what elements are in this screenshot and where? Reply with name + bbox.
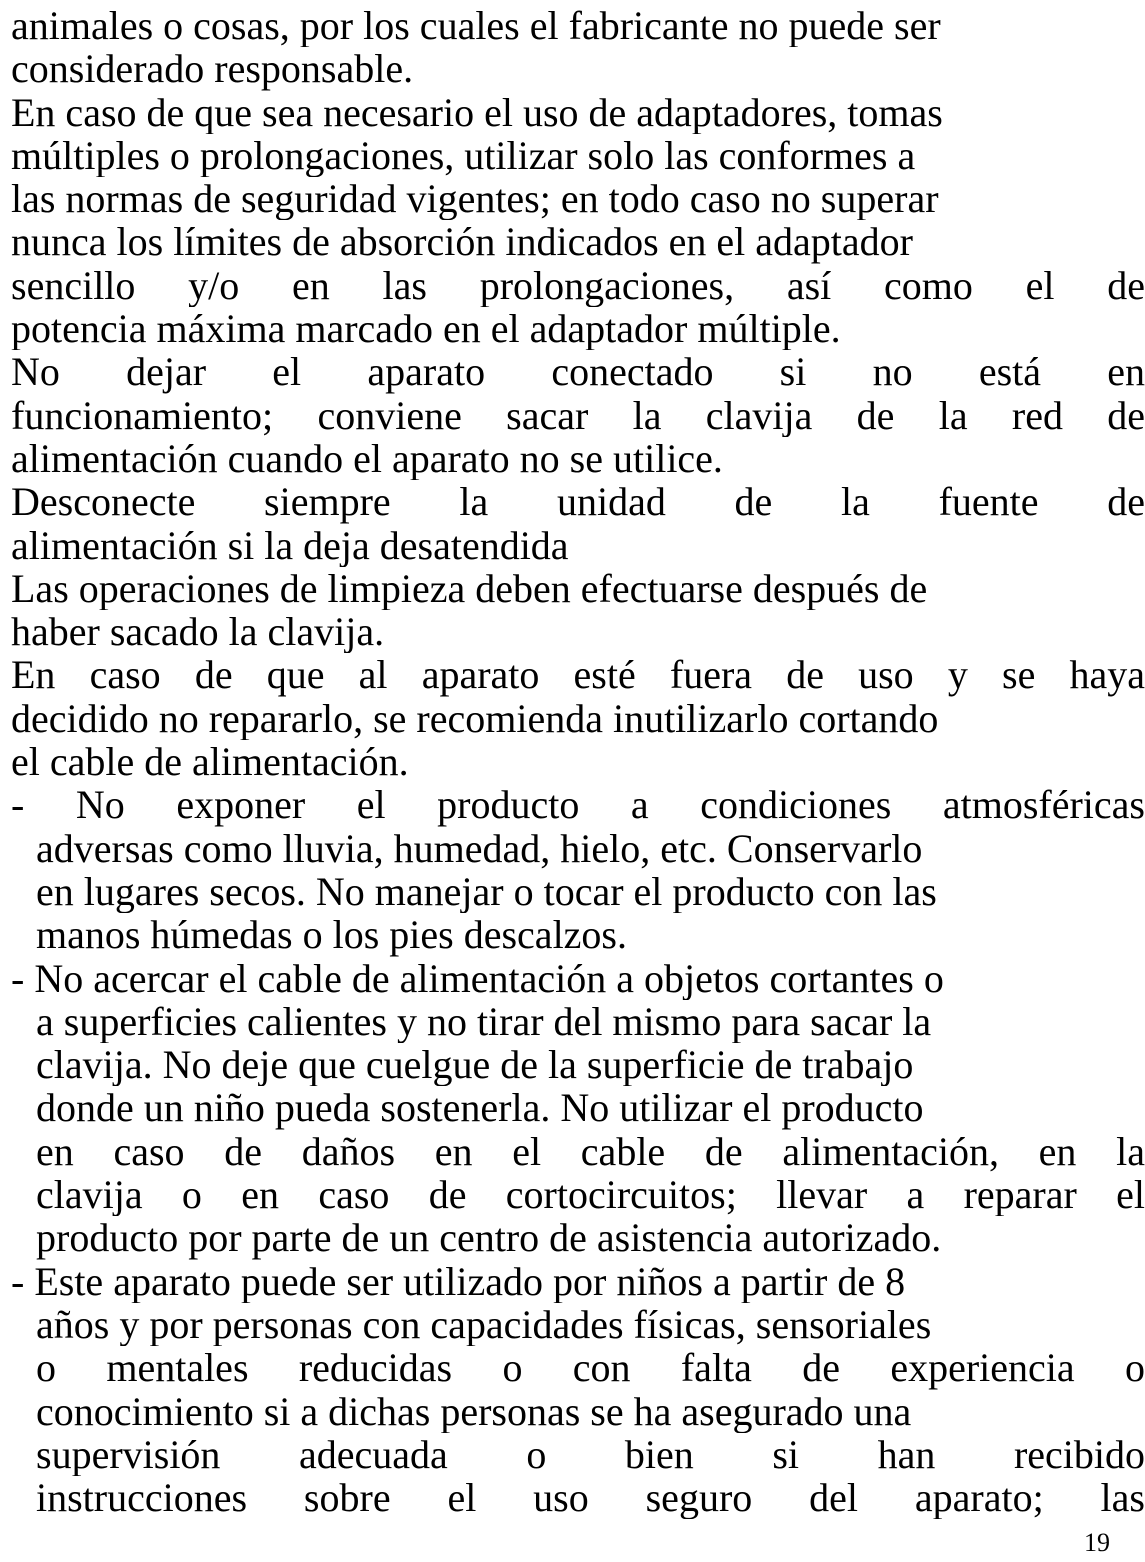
text-line: animales o cosas, por los cuales el fabricante no puede ser — [11, 4, 941, 48]
paragraph-adapters — [11, 91, 1145, 351]
text-line: funcionamiento; conviene sacar la clavija de la red de — [11, 393, 1145, 437]
text-line: donde un niño pueda sostenerla. No utilizar el producto — [36, 1086, 924, 1130]
text-line: Las operaciones de limpieza deben efectuarse después de — [11, 566, 928, 611]
text-line: clavija. No deje que cuelgue de la superficie de trabajo — [36, 1043, 914, 1087]
paragraph-manufacturer-responsibility — [11, 4, 1145, 91]
text-line: múltiples o prolongaciones, utilizar solo las conformes a — [11, 133, 916, 178]
text-line: decidido no repararlo, se recomienda inutilizarlo cortando — [11, 696, 939, 741]
text-line: considerado responsable. — [11, 47, 414, 91]
page-number: 19 — [1084, 1528, 1110, 1557]
paragraph-unplug-when-idle — [11, 350, 1145, 480]
bullet-item-weather — [11, 783, 1145, 956]
text-line: las normas de seguridad vigentes; en todo caso no superar — [11, 177, 939, 221]
text-line: sencillo y/o en las prolongaciones, así como el de — [11, 263, 1145, 308]
bullet-item-children-use — [11, 1260, 1145, 1520]
text-line: en lugares secos. No manejar o tocar el producto con las — [36, 869, 937, 914]
text-line: en caso de daños en el cable de alimentación, en la — [36, 1129, 1145, 1174]
body-text — [11, 4, 1145, 1519]
paragraph-disposal — [11, 653, 1145, 783]
text-line: conocimiento si a dichas personas se ha asegurado una — [36, 1389, 912, 1433]
text-line: alimentación cuando el aparato no se utilice. — [11, 436, 723, 481]
text-line: - No acercar el cable de alimentación a objetos cortantes o — [11, 956, 944, 1000]
text-line: a superficies calientes y no tirar del mismo para sacar la — [36, 999, 932, 1044]
text-line: No dejar el aparato conectado si no está en — [11, 350, 1145, 394]
text-line: años y por personas con capacidades físicas, sensoriales — [36, 1302, 932, 1347]
text-line: - No exponer el producto a condiciones atmosféricas — [11, 783, 1145, 827]
text-line: instrucciones sobre el uso seguro del aparato; las — [36, 1476, 1145, 1520]
text-line: potencia máxima marcado en el adaptador múltiple. — [11, 307, 841, 351]
text-line: En caso de que al aparato esté fuera de uso y se haya — [11, 653, 1145, 697]
text-line: En caso de que sea necesario el uso de adaptadores, tomas — [11, 90, 943, 134]
text-line: - Este aparato puede ser utilizado por niños a partir de 8 — [11, 1259, 906, 1303]
text-line: producto por parte de un centro de asistencia autorizado. — [36, 1216, 942, 1260]
text-line: supervisión adecuada o bien si han recibido — [36, 1432, 1145, 1477]
text-line: el cable de alimentación. — [11, 740, 409, 784]
text-line: o mentales reducidas o con falta de experiencia o — [36, 1346, 1145, 1390]
text-line: adversas como lluvia, humedad, hielo, etc. Conservarlo — [36, 826, 923, 870]
paragraph-cleaning — [11, 567, 1145, 654]
text-line: alimentación si la deja desatendida — [11, 523, 569, 567]
text-line: nunca los límites de absorción indicados en el adaptador — [11, 220, 913, 264]
text-line: manos húmedas o los pies descalzos. — [36, 913, 627, 957]
text-line: haber sacado la clavija. — [11, 610, 385, 654]
text-line: Desconecte siempre la unidad de la fuente de — [11, 480, 1145, 524]
paragraph-disconnect-unattended — [11, 480, 1145, 567]
text-line: clavija o en caso de cortocircuitos; llevar a reparar el — [36, 1173, 1145, 1217]
bullet-item-power-cable — [11, 957, 1145, 1260]
